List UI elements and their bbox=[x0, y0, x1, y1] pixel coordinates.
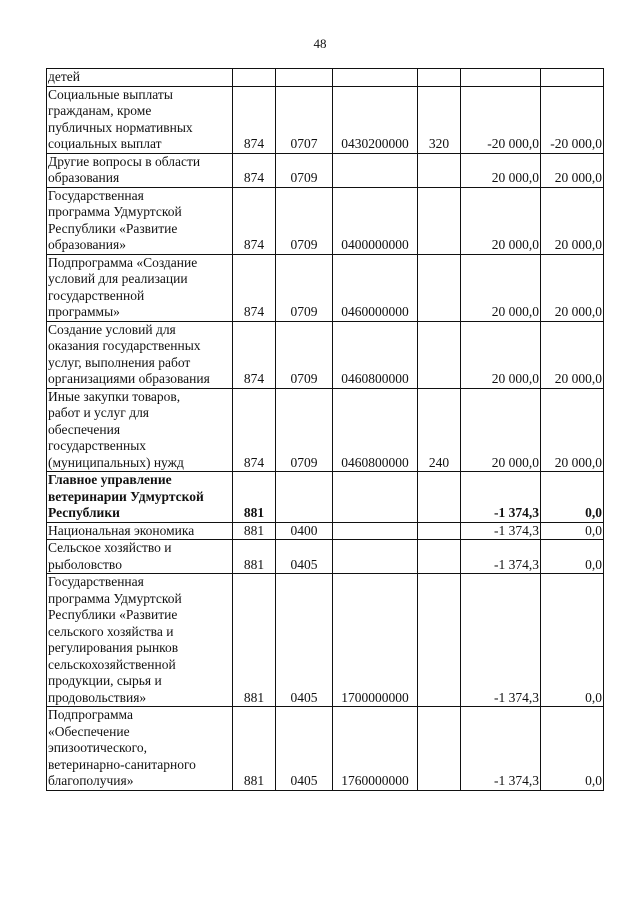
row-name-line: программы» bbox=[48, 304, 120, 319]
table-row bbox=[47, 388, 604, 472]
section-cell bbox=[276, 69, 333, 87]
section-cell: 0709 bbox=[276, 187, 333, 254]
amount-cell-1: -1 374,3 bbox=[461, 574, 541, 707]
row-name-line: услуг, выполнения работ bbox=[48, 354, 191, 370]
budget-table bbox=[46, 68, 604, 791]
target-article-cell: 0460000000 bbox=[333, 254, 418, 321]
expense-type-cell bbox=[418, 187, 461, 254]
table-row bbox=[47, 187, 604, 254]
target-article-cell bbox=[333, 472, 418, 523]
row-name-cell bbox=[47, 540, 233, 574]
table-row bbox=[47, 69, 604, 87]
row-name-line: «Обеспечение bbox=[48, 723, 130, 739]
row-name-cell bbox=[47, 86, 233, 153]
amount-cell-1: -1 374,3 bbox=[461, 540, 541, 574]
expense-type-cell bbox=[418, 472, 461, 523]
target-article-cell bbox=[333, 153, 418, 187]
amount-cell-1: -20 000,0 bbox=[461, 86, 541, 153]
table-row bbox=[47, 707, 604, 791]
row-name-line: образования bbox=[48, 170, 120, 185]
amount-cell-2: 0,0 bbox=[541, 522, 604, 540]
row-name-line: Иные закупки товаров, bbox=[48, 388, 181, 404]
table-row bbox=[47, 153, 604, 187]
amount-cell-2: 0,0 bbox=[541, 472, 604, 523]
target-article-cell: 1700000000 bbox=[333, 574, 418, 707]
expense-type-cell bbox=[418, 522, 461, 540]
amount-cell-2: -20 000,0 bbox=[541, 86, 604, 153]
amount-cell-1: -1 374,3 bbox=[461, 707, 541, 791]
row-name-line: социальных выплат bbox=[48, 136, 162, 151]
row-name-line: работ и услуг для bbox=[48, 405, 150, 420]
target-article-cell: 0400000000 bbox=[333, 187, 418, 254]
target-article-cell bbox=[333, 522, 418, 540]
row-name-cell bbox=[47, 187, 233, 254]
section-cell: 0709 bbox=[276, 254, 333, 321]
grbs-cell: 881 bbox=[233, 522, 276, 540]
row-name-line: оказания государственных bbox=[48, 338, 201, 353]
row-name-line: Другие вопросы в области bbox=[48, 153, 201, 169]
target-article-cell: 0460800000 bbox=[333, 388, 418, 472]
row-name-line: условий для реализации bbox=[48, 271, 188, 286]
table-row bbox=[47, 574, 604, 707]
row-name-line: (муниципальных) нужд bbox=[48, 454, 184, 470]
grbs-cell: 874 bbox=[233, 187, 276, 254]
row-name-line: Социальные выплаты bbox=[48, 86, 173, 102]
row-name-line: Создание условий для bbox=[48, 321, 176, 337]
row-name-cell bbox=[47, 254, 233, 321]
row-name-line: Сельское хозяйство и bbox=[48, 540, 172, 555]
row-name-line: ветеринарно-санитарного bbox=[48, 756, 196, 772]
row-name-line: Государственная bbox=[48, 187, 144, 203]
grbs-cell: 874 bbox=[233, 86, 276, 153]
grbs-cell: 881 bbox=[233, 540, 276, 574]
grbs-cell: 874 bbox=[233, 254, 276, 321]
amount-cell-2: 20 000,0 bbox=[541, 388, 604, 472]
section-cell: 0707 bbox=[276, 86, 333, 153]
section-cell: 0709 bbox=[276, 153, 333, 187]
table-row bbox=[47, 254, 604, 321]
row-name-line: организациями образования bbox=[48, 371, 210, 386]
section-cell: 0709 bbox=[276, 321, 333, 388]
row-name-cell bbox=[47, 388, 233, 472]
page-number: 48 bbox=[313, 36, 327, 51]
expense-type-cell: 320 bbox=[418, 86, 461, 153]
section-cell: 0405 bbox=[276, 707, 333, 791]
table-row bbox=[47, 86, 604, 153]
row-name-line: программа Удмуртской bbox=[48, 204, 182, 219]
table-row bbox=[47, 540, 604, 574]
expense-type-cell: 240 bbox=[418, 388, 461, 472]
amount-cell-2: 0,0 bbox=[541, 574, 604, 707]
amount-cell-1: 20 000,0 bbox=[461, 153, 541, 187]
row-name-line: регулирования рынков bbox=[48, 640, 179, 655]
expense-type-cell bbox=[418, 321, 461, 388]
amount-cell-1: 20 000,0 bbox=[461, 388, 541, 472]
row-name-line: государственной bbox=[48, 287, 145, 303]
row-name-line: программа Удмуртской bbox=[48, 590, 182, 606]
row-name-line: Республики bbox=[48, 505, 120, 520]
row-name-line: Республики «Развитие bbox=[48, 220, 178, 236]
section-cell: 0400 bbox=[276, 522, 333, 540]
row-name-line: Подпрограмма bbox=[48, 707, 133, 722]
row-name-line: Республики «Развитие bbox=[48, 607, 178, 622]
target-article-cell: 1760000000 bbox=[333, 707, 418, 791]
row-name-cell bbox=[47, 472, 233, 523]
row-name-line: Главное управление bbox=[48, 472, 172, 487]
grbs-cell: 874 bbox=[233, 388, 276, 472]
table-row bbox=[47, 472, 604, 523]
row-name-line: рыболовство bbox=[48, 556, 122, 572]
amount-cell-2: 0,0 bbox=[541, 540, 604, 574]
grbs-cell: 874 bbox=[233, 153, 276, 187]
row-name-line: ветеринарии Удмуртской bbox=[48, 488, 204, 504]
row-name-line: публичных нормативных bbox=[48, 119, 193, 135]
row-name-line: продовольствия» bbox=[48, 689, 147, 705]
target-article-cell bbox=[333, 69, 418, 87]
amount-cell-2: 20 000,0 bbox=[541, 153, 604, 187]
amount-cell-2 bbox=[541, 69, 604, 87]
table-body bbox=[47, 69, 604, 791]
row-name-cell bbox=[47, 707, 233, 791]
expense-type-cell bbox=[418, 574, 461, 707]
expense-type-cell bbox=[418, 254, 461, 321]
table-row bbox=[47, 321, 604, 388]
row-name-line: детей bbox=[48, 69, 80, 84]
expense-type-cell bbox=[418, 707, 461, 791]
amount-cell-1: 20 000,0 bbox=[461, 321, 541, 388]
expense-type-cell bbox=[418, 153, 461, 187]
amount-cell-1: -1 374,3 bbox=[461, 472, 541, 523]
target-article-cell: 0430200000 bbox=[333, 86, 418, 153]
row-name-line: образования» bbox=[48, 237, 126, 252]
row-name-line: эпизоотического, bbox=[48, 740, 148, 755]
expense-type-cell bbox=[418, 69, 461, 87]
row-name-line: государственных bbox=[48, 438, 147, 453]
amount-cell-1 bbox=[461, 69, 541, 87]
amount-cell-2: 20 000,0 bbox=[541, 321, 604, 388]
grbs-cell: 881 bbox=[233, 472, 276, 523]
row-name-line: сельского хозяйства и bbox=[48, 623, 174, 639]
row-name-cell bbox=[47, 69, 233, 87]
row-name-line: сельскохозяйственной bbox=[48, 656, 176, 672]
table-row bbox=[47, 522, 604, 540]
row-name-line: благополучия» bbox=[48, 773, 134, 788]
amount-cell-1: 20 000,0 bbox=[461, 187, 541, 254]
section-cell: 0405 bbox=[276, 574, 333, 707]
section-cell bbox=[276, 472, 333, 523]
row-name-line: Национальная экономика bbox=[48, 522, 195, 538]
target-article-cell: 0460800000 bbox=[333, 321, 418, 388]
grbs-cell: 881 bbox=[233, 574, 276, 707]
row-name-cell bbox=[47, 522, 233, 540]
row-name-line: Подпрограмма «Создание bbox=[48, 254, 198, 270]
row-name-line: продукции, сырья и bbox=[48, 673, 162, 688]
amount-cell-2: 0,0 bbox=[541, 707, 604, 791]
expense-type-cell bbox=[418, 540, 461, 574]
row-name-cell bbox=[47, 153, 233, 187]
row-name-cell bbox=[47, 574, 233, 707]
amount-cell-1: 20 000,0 bbox=[461, 254, 541, 321]
section-cell: 0709 bbox=[276, 388, 333, 472]
grbs-cell: 881 bbox=[233, 707, 276, 791]
grbs-cell: 874 bbox=[233, 321, 276, 388]
amount-cell-1: -1 374,3 bbox=[461, 522, 541, 540]
grbs-cell bbox=[233, 69, 276, 87]
target-article-cell bbox=[333, 540, 418, 574]
amount-cell-2: 20 000,0 bbox=[541, 254, 604, 321]
section-cell: 0405 bbox=[276, 540, 333, 574]
row-name-line: обеспечения bbox=[48, 421, 121, 437]
row-name-cell bbox=[47, 321, 233, 388]
row-name-line: Государственная bbox=[48, 574, 144, 589]
row-name-line: гражданам, кроме bbox=[48, 103, 152, 118]
amount-cell-2: 20 000,0 bbox=[541, 187, 604, 254]
